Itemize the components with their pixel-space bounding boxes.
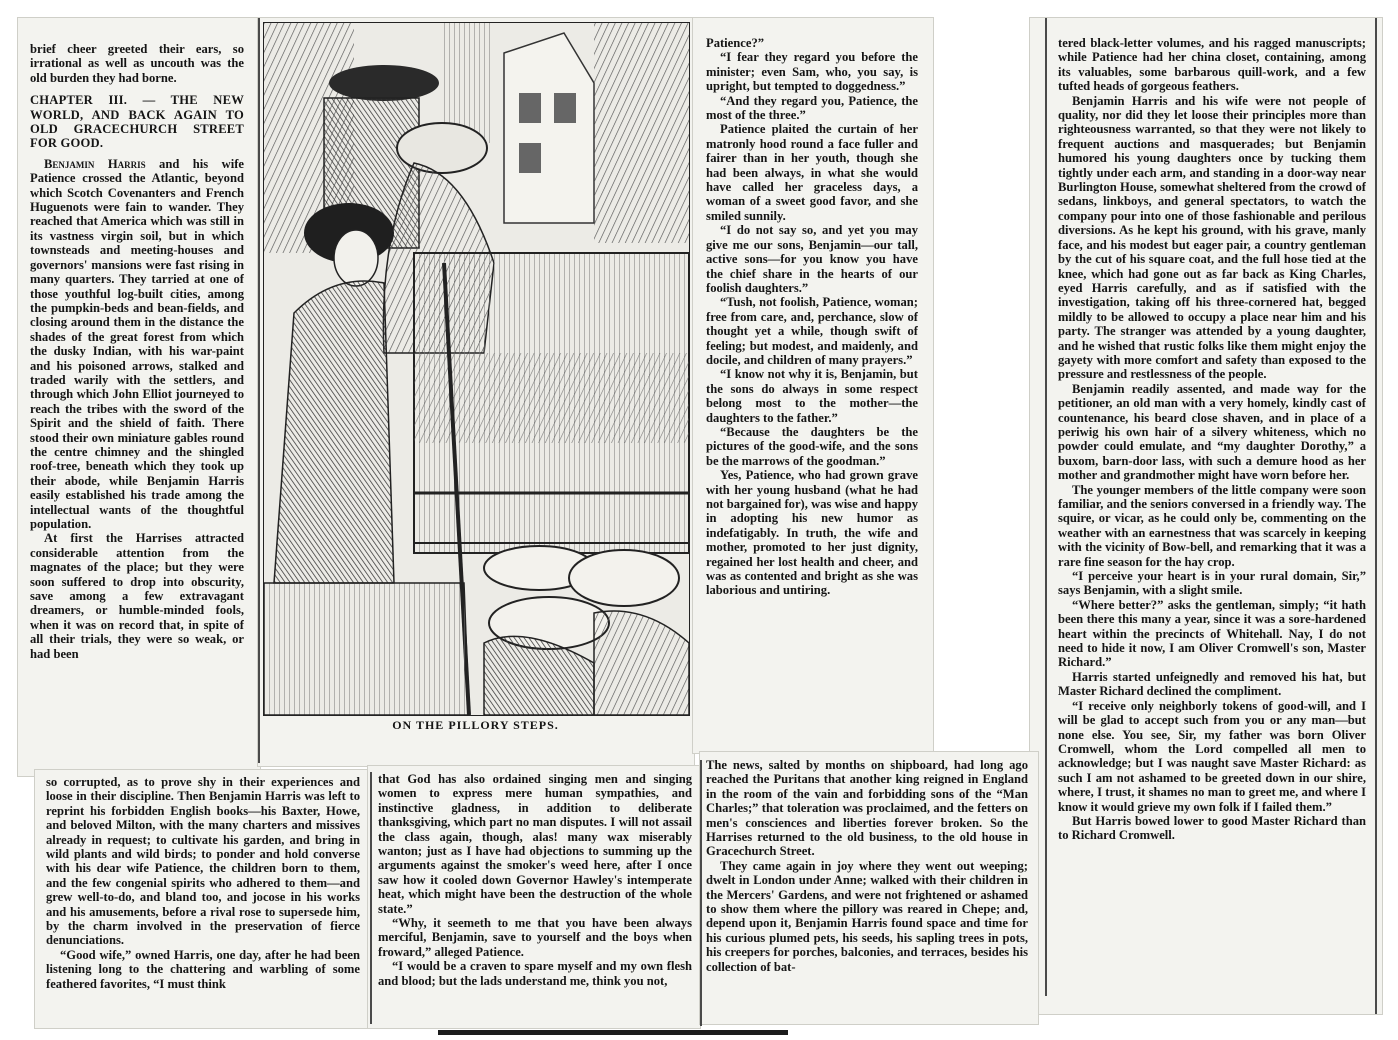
paragraph [30, 157, 244, 532]
paragraph: tered black-letter volumes, and his ragged manuscripts; while Patience had her china closet, containing, among its valuables, some barbarous quill-work, and a few tufted heads of gorgeous feathers. [1058, 36, 1366, 94]
paragraph: Patience?” [706, 36, 765, 50]
paragraph: “And they regard you, Patience, the most of the three.” [706, 93, 918, 123]
paragraph: But Harris bowed lower to good Master Richard than to Richard Cromwell. [1058, 813, 1366, 843]
illustration-caption: ON THE PILLORY STEPS. [392, 718, 559, 732]
chapter-heading: CHAPTER III. — THE NEW WORLD, AND BACK AGAIN TO OLD GRACECHURCH STREET FOR GOOD. [30, 93, 244, 151]
column-4 [1058, 36, 1366, 994]
paragraph: “I do not say so, and yet you may give me our sons, Benjamin—our tall, active sons—for you know you have the chief share in the hearts of our foolish daughters.” [706, 223, 918, 295]
column-2-continuation [378, 772, 692, 1024]
paragraph: The younger members of the little company were soon familiar, and the seniors conversed in a friendly way. The squire, or vicar, as he could only be, commenting on the weather with an earnestness that was scarcely in keeping with the vicinity of Bow-bell, and remarking that it was a rare fine season for the hay crop. [1058, 482, 1366, 569]
paragraph: Harris started unfeignedly and removed his hat, but Master Richard declined the compliment. [1058, 669, 1366, 699]
paragraph: Patience plaited the curtain of her matronly hood round a face fuller and fairer than in her youth, though she had been always, in what she would have called her graceless days, a woman of a sweet good favor, and she smiled sunnily. [706, 122, 918, 223]
column-rule-5 [700, 760, 702, 1026]
paragraph-text: and his wife Patience crossed the Atlantic, beyond which Scotch Covenanters and French Huguenots were fain to wander. They reached that America which was still in its vastness virgin soil, but in which townsteads and meeting-houses and governors' mansions were fast rising in many quarters. They tarried at one of those youthful log-built cities, among the pumpkin-beds and bean-fields, and closing around them in the distance the shades of the great forest from which the dusky Indian, with his war-paint and his poisoned arrows, stalked and traded warily with the settlers, and through which John Elliot journeyed to reach the tribes with the sword of the Spirit and the shield of faith. There stood their own miniature gables round the centre chimney and the shingled roof-tree, beneath which they took up their abode, while Benjamin Harris easily established his trade among the intellectual wants of the thoughtful population. [30, 156, 244, 531]
lead-name: Benjamin Harris [44, 156, 146, 171]
column-rule-3 [1375, 18, 1377, 1014]
paragraph: “I fear they regard you before the minister; even Sam, who, you say, is upright, but tempted to doggedness.” [706, 50, 918, 94]
paragraph: “I perceive your heart is in your rural domain, Sir,” says Benjamin, with a slight smile. [1058, 569, 1366, 598]
paragraph: so corrupted, as to prove shy in their experiences and loose in their discipline. Then Benjamin Harris was left to reprint his forbidden English books—his Baxter, Howe, and beloved Milton, with the many charters and missives already in request; to cultivate his garden, and bring in wild plants and wild birds; to ponder and hold converse with his dear wife Patience, the children born to them, and the few congenial spirits who adhered to them—and grew well-to-do, and bland too, and jocose in his works and his amusements, before a rival rose to supersede him, by the charm involved in the preservation of fierce denunciations. [46, 775, 360, 948]
column-rule-4 [370, 772, 372, 1024]
opening-paragraph: brief cheer greeted their ears, so irrational as well as uncouth was the old burden they had borne. [30, 42, 244, 85]
column-3-continuation [706, 758, 1028, 1024]
paragraph: “Where better?” asks the gentleman, simply; “it hath been there this many a year, since it was a sore-hardened heart within the precincts of Whitehall. Nay, I do not need to hide it now, I am Oliver Cromwell's son, Master Richard.” [1058, 597, 1366, 670]
paragraph: “I receive only neighborly tokens of good-will, and I will be glad to accept such from you or any man—but none else. You see, Sir, my father was born Oliver Cromwell, whom the Lord compelled all men to acknowledge; but I was naught save Master Richard: as such I am not ashamed to be greeted down in our shire, where, I trust, it shames no man to greet me, and where I know it would grieve my own folk if I failed them.” [1058, 698, 1366, 814]
paragraph: “Tush, not foolish, Patience, woman; free from care, and, perchance, slow of thought yet a while, though swift of feeling; but modest, and maidenly, and docile, and children of many prayers.” [706, 295, 918, 367]
bottom-rule [438, 1030, 788, 1035]
paragraph: The news, salted by months on shipboard, had long ago reached the Puritans that another king reigned in England in the room of the vain and forbidding sons of the “Man Charles;” that toleration was proclaimed, and the fetters on men's consciences and liberties forever broken. So the Harrises returned to the old business, to the old house in Gracechurch Street. [706, 758, 1028, 859]
paragraph: Benjamin readily assented, and made way for the petitioner, an old man with a very homely, kindly cast of countenance, his beard close shaven, and in place of a periwig his own hair of a silvery whiteness, which no powder could emulate, and “my daughter Dorothy,” a buxom, barn-door lass, with such a demure hood as her mother and grandmother might have worn before her. [1058, 381, 1366, 483]
paragraph: “Because the daughters be the pictures of the good-wife, and the sons be the marrows of the goodman.” [706, 424, 918, 468]
illustration-pillory-steps [263, 22, 690, 716]
column-1-continuation [46, 775, 360, 1025]
paragraph: “I would be a craven to spare myself and my own flesh and blood; but the lads understand me, think you not, [378, 959, 692, 988]
paragraph: At first the Harrises attracted considerable attention from the magnates of the place; but they were soon suffered to drop into obscurity, save among a few extravagant dreamers, or humble-minded fools, when it was on record that, in spite of all their trials, they were so weak, or had been [30, 531, 244, 661]
column-1 [30, 42, 244, 768]
paragraph: “Good wife,” owned Harris, one day, after he had been listening long to the chattering and warbling of some feathered favorites, “I must think [46, 947, 360, 991]
paragraph: Yes, Patience, who had grown grave with her young husband (what he had not bargained for), was wise and happy in adopting his new humor as indefatigably. In truth, the wife and mother, promoted to her just dignity, regained her lost health and cheer, and was as contented and bright as she was laborious and untiring. [706, 468, 918, 598]
paragraph: “Why, it seemeth to me that you have been always merciful, Benjamin, save to yourself and the boys when froward,” alleged Patience. [378, 916, 692, 959]
column-rule-1 [258, 18, 260, 763]
paragraph: “I know not why it is, Benjamin, but the sons do always in some respect belong most to the mother—the daughters to the father.” [706, 367, 918, 425]
paragraph: They came again in joy where they went out weeping; dwelt in London under Anne; walked with their children in the Mercers' Gardens, and were not frightened or ashamed to show them where the pillory was reared in Chepe; and, depend upon it, Benjamin Harris found space and time for his curious plumed pets, his seeds, his sapling trees in pots, his creepers for porches, balconies, and terraces, besides his collection of bat- [706, 858, 1028, 974]
column-rule-2 [1045, 18, 1047, 996]
engraving-image [264, 23, 689, 715]
paragraph: that God has also ordained singing men and singing women to express mere human sympathies, and instinctive gladness, in addition to deliberate thanksgiving, which part no man disputes. I will not assail the class again, though, alas! many wax miserably wanton; just as I have had objections to summing up the arguments against the smoker's weed here, after I once saw how it cooled down Governor Hawley's intemperate heat, which might have been the destruction of the whole state.” [378, 772, 692, 916]
paragraph: Benjamin Harris and his wife were not people of quality, nor did they let loose their principles more than righteousness warranted, so that they were not likely to frequent auctions and masquerades; but Benjamin humored his young daughters once by tucking them tightly under each arm, and standing in a door-way near Burlington House, somewhat sheltered from the crowd of sedans, linkboys, and general spectators, to watch the company pour into one of those fashionable and perilous diversions. As he kept his ground, with his grave, manly face, and his modest but eager pair, a country gentleman by the cut of his square coat, and the full hose tied at the knee, which had gone out as far back as King Charles, eyed Harris carefully, and as if satisfied with the investigation, taking off his three-cornered hat, begged mildly to be allowed to occupy a place near him and his party. The stranger was attended by a young daughter, and he wished that rustic folks like them might enjoy the gayety with more comfort and safety than exposed to the pressure and restlessness of the people. [1058, 93, 1366, 382]
column-3 [706, 36, 918, 744]
